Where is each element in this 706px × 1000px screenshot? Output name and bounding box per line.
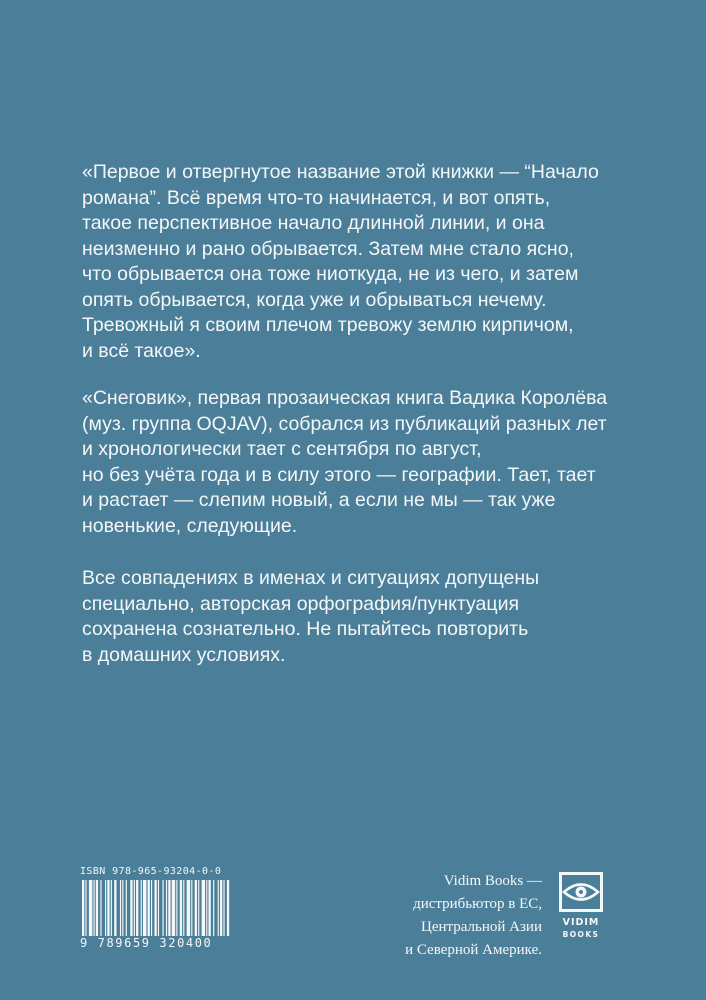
text-line: в домашних условиях.	[82, 643, 286, 666]
distributor-line: Vidim Books —	[443, 873, 542, 889]
barcode-bar	[130, 880, 132, 936]
barcode-bar	[183, 880, 184, 936]
text-line: специально, авторская орфография/пунктуация	[82, 592, 520, 615]
blurb-paragraph-3	[82, 566, 642, 668]
barcode-bar	[218, 880, 219, 936]
publisher-logo	[556, 872, 606, 941]
isbn-barcode	[80, 866, 240, 950]
barcode-bar	[151, 880, 152, 936]
distributor-line: Центральной Азии	[421, 919, 542, 935]
barcode-bar	[120, 880, 121, 936]
text-line: Все совпадениях в именах и ситуациях допущены	[82, 567, 540, 589]
text-line: новенькие, следующие.	[82, 514, 298, 537]
barcode-bar	[100, 880, 101, 936]
text-line: «Первое и отвергнутое название этой книжки — “Начало	[82, 161, 599, 183]
text-line: Тревожный я своим плечом тревожу землю кирпичом,	[82, 314, 574, 336]
barcode-bar	[158, 880, 159, 936]
barcode-bar	[187, 880, 190, 936]
barcode-bar	[126, 880, 127, 936]
barcode-bar	[148, 880, 150, 936]
text-line: «Снеговик», первая прозаическая книга Вадика Королёва	[82, 387, 608, 409]
barcode-bar	[168, 880, 170, 936]
text-line: что обрывается она тоже ниоткуда, не из чего, и затем	[82, 263, 579, 285]
barcode-bar	[94, 880, 95, 936]
distributor-line: дистрибьютор в ЕС,	[413, 896, 542, 912]
barcode-bar	[213, 880, 214, 936]
text-line: неизменно и рано обрывается. Затем мне стало ясно,	[82, 237, 574, 260]
text-line: романа”. Всё время что-то начинается, и вот опять,	[82, 186, 551, 209]
barcode-bar	[85, 880, 86, 936]
barcode-bar	[143, 880, 146, 936]
text-line: и растает — слепим новый, а если не мы — так уже	[82, 489, 556, 511]
barcode-bar	[89, 880, 92, 936]
barcode-bar	[136, 880, 138, 936]
logo-subtitle: BOOKS	[562, 930, 600, 939]
barcode-bar	[166, 880, 167, 936]
eye-icon	[559, 872, 603, 912]
barcode-digits: 9 789659 320400	[80, 936, 213, 950]
barcode-bar	[107, 880, 109, 936]
barcode-bar	[195, 880, 197, 936]
barcode-bar	[82, 880, 84, 936]
barcode-bar	[198, 880, 199, 936]
barcode-bar	[206, 880, 207, 936]
barcode-bar	[191, 880, 192, 936]
text-line: опять обрывается, когда уже и обрываться нечему.	[82, 288, 547, 311]
barcode-bar	[154, 880, 156, 936]
barcode-bar	[172, 880, 175, 936]
text-line: сохранена сознательно. Не пытайтесь повторить	[82, 618, 529, 640]
distributor-line: и Северной Америке.	[405, 942, 542, 958]
barcode-bar	[180, 880, 182, 936]
barcode-bar	[134, 880, 135, 936]
text-line: но без учёта года и в силу этого — географии. Тает, тает	[82, 463, 596, 486]
text-line: такое перспективное начало длинной линии, и она	[82, 212, 545, 234]
logo-wordmark: VIDIM	[562, 917, 600, 928]
barcode-bar	[114, 880, 116, 936]
isbn-label: ISBN 978-965-93204-0-0	[80, 866, 222, 877]
distributor-note	[405, 870, 542, 962]
text-line: (муз. группа OQJAV), собрался из публикаций разных лет	[82, 412, 607, 435]
barcode-bar	[111, 880, 112, 936]
barcode-bar	[176, 880, 177, 936]
barcode-bar	[227, 880, 229, 936]
blurb-paragraph-2	[82, 386, 642, 539]
barcode-bar	[202, 880, 205, 936]
blurb-paragraph-1	[82, 160, 642, 364]
barcode-bar	[105, 880, 106, 936]
barcode-bar	[220, 880, 222, 936]
barcode-bar	[223, 880, 224, 936]
barcode-bar	[163, 880, 164, 936]
text-line: и всё такое».	[82, 339, 201, 362]
text-line: и хронологически тает с сентября по август,	[82, 438, 482, 460]
barcode-bar	[141, 880, 142, 936]
barcode-bar	[209, 880, 211, 936]
barcode-bar	[96, 880, 98, 936]
barcode-bar	[122, 880, 123, 936]
barcode-bars	[80, 880, 230, 936]
